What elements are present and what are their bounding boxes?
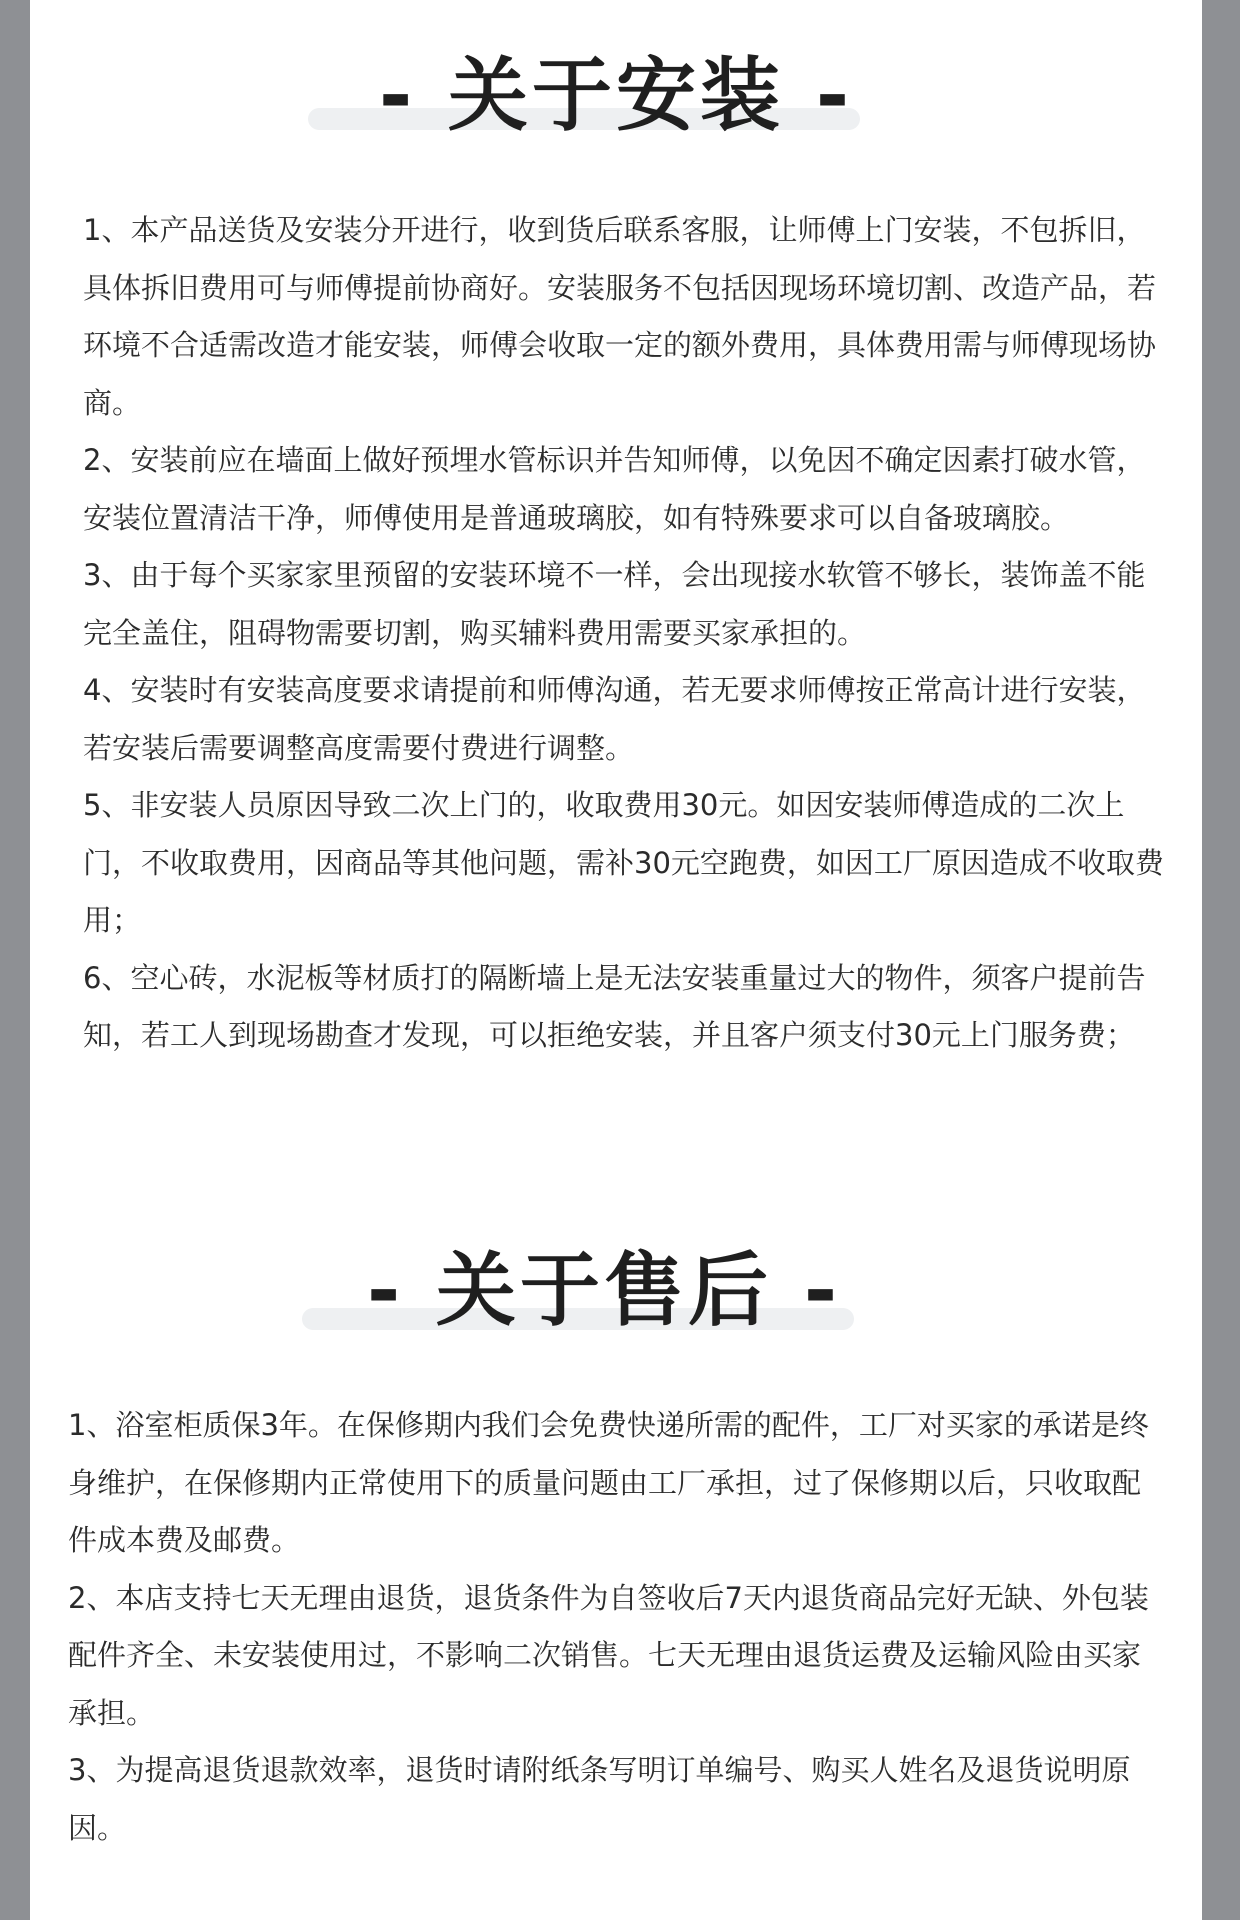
after-sales-terms [68,1397,1158,1857]
page-content [30,0,1202,1920]
after-sales-title: - 关于售后 - [366,1244,842,1337]
installation-term-3: 3、由于每个买家家里预留的安装环境不一样，会出现接水软管不够长，装饰盖不能完全盖住，阻碍物需要切割，购买辅料费用需要买家承担的。 [83,558,1146,650]
installation-title: - 关于安装 - [378,49,854,142]
installation-term-2: 2、安装前应在墙面上做好预埋水管标识并告知师傅，以免因不确定因素打破水管，安装位置清洁干净，师傅使用是普通玻璃胶，如有特殊要求可以自备玻璃胶。 [83,443,1146,535]
after-sales-term-1: 1、浴室柜质保3年。在保修期内我们会免费快递所需的配件，工厂对买家的承诺是终身维护，在保修期内正常使用下的质量问题由工厂承担，过了保修期以后，只收取配件成本费及邮费。 [68,1408,1149,1557]
installation-term-5: 5、非安装人员原因导致二次上门的，收取费用30元。如因安装师傅造成的二次上门，不收取费用，因商品等其他问题，需补30元空跑费，如因工厂原因造成不收取费用； [83,788,1164,937]
installation-term-4: 4、安装时有安装高度要求请提前和师傅沟通，若无要求师傅按正常高计进行安装，若安装后需要调整高度需要付费进行调整。 [83,673,1146,765]
installation-terms [83,202,1165,1065]
installation-term-6: 6、空心砖，水泥板等材质打的隔断墙上是无法安装重量过大的物件，须客户提前告知，若工人到现场勘查才发现，可以拒绝安装，并且客户须支付30元上门服务费； [83,960,1146,1052]
after-sales-term-3: 3、为提高退货退款效率，退货时请附纸条写明订单编号、购买人姓名及退货说明原因。 [68,1753,1131,1845]
after-sales-term-2: 2、本店支持七天无理由退货，退货条件为自签收后7天内退货商品完好无缺、外包装配件齐全、未安装使用过，不影响二次销售。七天无理由退货运费及运输风险由买家承担。 [68,1580,1149,1730]
installation-term-1: 1、本产品送货及安装分开进行，收到货后联系客服，让师傅上门安装，不包拆旧，具体拆旧费用可与师傅提前协商好。安装服务不包括因现场环境切割、改造产品，若环境不合适需改造才能安装，师傅会收取一定的额外费用，具体费用需与师傅现场协商。 [83,213,1157,420]
